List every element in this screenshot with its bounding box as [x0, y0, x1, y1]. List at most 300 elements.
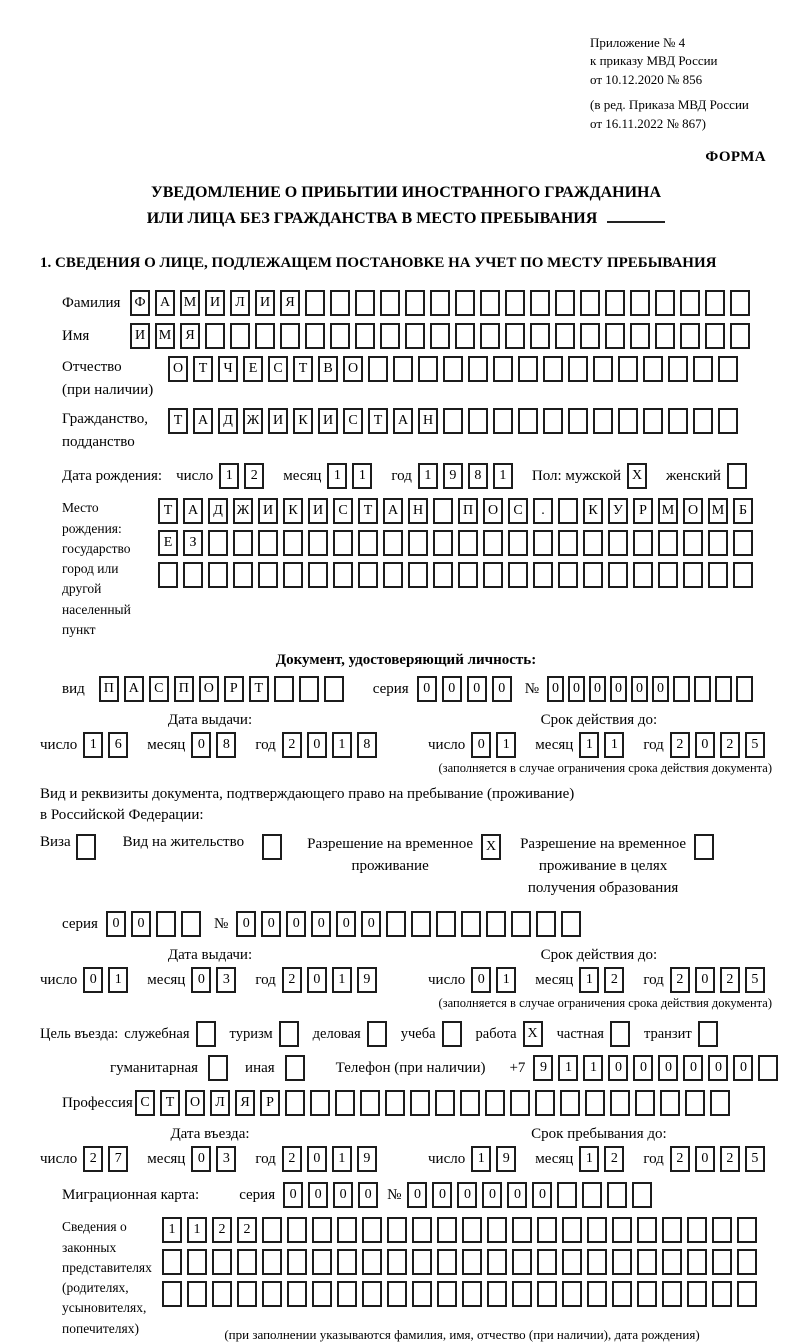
id-number-box[interactable]: 0	[652, 676, 669, 702]
legal-reps-char-box[interactable]	[637, 1281, 657, 1307]
stay-number-box[interactable]	[486, 911, 506, 937]
citizenship-char-box[interactable]	[443, 408, 463, 434]
stay-number-box[interactable]: 0	[261, 911, 281, 937]
surname-char-box[interactable]: Я	[280, 290, 300, 316]
migration-number-box[interactable]: 0	[457, 1182, 477, 1208]
birthplace-char-box[interactable]	[408, 530, 428, 556]
legal-reps-char-box[interactable]	[487, 1249, 507, 1275]
birthplace-char-box[interactable]: З	[183, 530, 203, 556]
citizenship-char-box[interactable]	[643, 408, 663, 434]
legal-reps-char-box[interactable]	[312, 1249, 332, 1275]
firstname-char-box[interactable]	[455, 323, 475, 349]
stay-valid-month-box[interactable]: 2	[604, 967, 624, 993]
birthplace-char-box[interactable]: Н	[408, 498, 428, 524]
legal-reps-char-box[interactable]	[662, 1281, 682, 1307]
id-valid-day-box[interactable]: 1	[496, 732, 516, 758]
purpose-transit-box[interactable]	[698, 1021, 718, 1047]
birthplace-char-box[interactable]	[508, 562, 528, 588]
birthplace-char-box[interactable]	[708, 530, 728, 556]
surname-char-box[interactable]	[505, 290, 525, 316]
entry-year-box[interactable]: 2	[282, 1146, 302, 1172]
stay-number-box[interactable]	[511, 911, 531, 937]
id-issue-day-box[interactable]: 6	[108, 732, 128, 758]
birthplace-char-box[interactable]: Е	[158, 530, 178, 556]
id-number-box[interactable]: 0	[610, 676, 627, 702]
firstname-char-box[interactable]	[605, 323, 625, 349]
legal-reps-char-box[interactable]	[587, 1281, 607, 1307]
legal-reps-char-box[interactable]	[437, 1249, 457, 1275]
legal-reps-char-box[interactable]	[337, 1249, 357, 1275]
surname-char-box[interactable]: А	[155, 290, 175, 316]
citizenship-char-box[interactable]: А	[393, 408, 413, 434]
birthplace-char-box[interactable]: О	[683, 498, 703, 524]
sex-male-box[interactable]: X	[627, 463, 647, 489]
legal-reps-char-box[interactable]	[712, 1281, 732, 1307]
id-kind-char-box[interactable]: А	[124, 676, 144, 702]
stay-series-box[interactable]: 0	[131, 911, 151, 937]
legal-reps-char-box[interactable]	[562, 1281, 582, 1307]
firstname-char-box[interactable]	[680, 323, 700, 349]
stay-number-box[interactable]: 0	[311, 911, 331, 937]
birth-month-box[interactable]: 1	[352, 463, 372, 489]
birthplace-char-box[interactable]	[558, 530, 578, 556]
legal-reps-char-box[interactable]	[262, 1281, 282, 1307]
birthplace-char-box[interactable]	[383, 530, 403, 556]
migration-number-box[interactable]: 0	[532, 1182, 552, 1208]
profession-char-box[interactable]	[410, 1090, 430, 1116]
birthplace-char-box[interactable]: Д	[208, 498, 228, 524]
firstname-char-box[interactable]	[405, 323, 425, 349]
profession-char-box[interactable]	[485, 1090, 505, 1116]
id-valid-year-box[interactable]: 2	[670, 732, 690, 758]
legal-reps-char-box[interactable]	[562, 1217, 582, 1243]
birthplace-char-box[interactable]	[533, 562, 553, 588]
citizenship-char-box[interactable]: И	[268, 408, 288, 434]
surname-char-box[interactable]	[705, 290, 725, 316]
birthplace-char-box[interactable]	[683, 562, 703, 588]
profession-char-box[interactable]	[460, 1090, 480, 1116]
firstname-char-box[interactable]: М	[155, 323, 175, 349]
surname-char-box[interactable]	[405, 290, 425, 316]
birthplace-char-box[interactable]: М	[658, 498, 678, 524]
stay-valid-year-box[interactable]: 2	[670, 967, 690, 993]
stay-number-box[interactable]	[386, 911, 406, 937]
legal-reps-char-box[interactable]: 2	[237, 1217, 257, 1243]
citizenship-char-box[interactable]	[693, 408, 713, 434]
migration-number-box[interactable]: 0	[407, 1182, 427, 1208]
birthplace-char-box[interactable]	[533, 530, 553, 556]
legal-reps-char-box[interactable]	[712, 1249, 732, 1275]
id-number-box[interactable]	[736, 676, 753, 702]
id-number-box[interactable]: 0	[589, 676, 606, 702]
patronymic-char-box[interactable]	[468, 356, 488, 382]
citizenship-char-box[interactable]: А	[193, 408, 213, 434]
patronymic-char-box[interactable]	[543, 356, 563, 382]
firstname-char-box[interactable]	[380, 323, 400, 349]
phone-digit-box[interactable]: 0	[658, 1055, 678, 1081]
stay-number-box[interactable]: 0	[286, 911, 306, 937]
legal-reps-char-box[interactable]	[312, 1217, 332, 1243]
birthplace-char-box[interactable]	[308, 562, 328, 588]
migration-series-box[interactable]: 0	[333, 1182, 353, 1208]
legal-reps-char-box[interactable]	[487, 1217, 507, 1243]
profession-char-box[interactable]	[660, 1090, 680, 1116]
stay-issue-day-box[interactable]: 1	[108, 967, 128, 993]
legal-reps-char-box[interactable]	[412, 1217, 432, 1243]
stay-valid-month-box[interactable]: 1	[579, 967, 599, 993]
legal-reps-char-box[interactable]	[337, 1281, 357, 1307]
patronymic-char-box[interactable]	[493, 356, 513, 382]
firstname-char-box[interactable]	[430, 323, 450, 349]
citizenship-char-box[interactable]: К	[293, 408, 313, 434]
migration-number-box[interactable]	[557, 1182, 577, 1208]
id-valid-month-box[interactable]: 1	[579, 732, 599, 758]
birthplace-char-box[interactable]	[333, 530, 353, 556]
birthplace-char-box[interactable]: Ж	[233, 498, 253, 524]
firstname-char-box[interactable]	[305, 323, 325, 349]
birthplace-char-box[interactable]	[458, 562, 478, 588]
legal-reps-char-box[interactable]	[312, 1281, 332, 1307]
stay-valid-year-box[interactable]: 0	[695, 967, 715, 993]
firstname-char-box[interactable]	[280, 323, 300, 349]
phone-digit-box[interactable]: 0	[608, 1055, 628, 1081]
residence-permit-box[interactable]	[262, 834, 282, 860]
legal-reps-char-box[interactable]	[387, 1217, 407, 1243]
surname-char-box[interactable]	[355, 290, 375, 316]
id-kind-char-box[interactable]: П	[99, 676, 119, 702]
birthplace-char-box[interactable]	[358, 530, 378, 556]
birthplace-char-box[interactable]	[583, 530, 603, 556]
birthplace-char-box[interactable]	[233, 562, 253, 588]
birthplace-char-box[interactable]: К	[583, 498, 603, 524]
stay-series-box[interactable]	[181, 911, 201, 937]
legal-reps-char-box[interactable]	[737, 1217, 757, 1243]
legal-reps-char-box[interactable]	[637, 1249, 657, 1275]
id-kind-char-box[interactable]	[324, 676, 344, 702]
legal-reps-char-box[interactable]	[212, 1249, 232, 1275]
birthplace-char-box[interactable]	[283, 562, 303, 588]
citizenship-char-box[interactable]: Н	[418, 408, 438, 434]
firstname-char-box[interactable]: И	[130, 323, 150, 349]
patronymic-char-box[interactable]	[568, 356, 588, 382]
firstname-char-box[interactable]	[205, 323, 225, 349]
legal-reps-char-box[interactable]	[462, 1217, 482, 1243]
stay-valid-day-box[interactable]: 1	[496, 967, 516, 993]
birthplace-char-box[interactable]	[433, 562, 453, 588]
stay-issue-year-box[interactable]: 0	[307, 967, 327, 993]
birthplace-char-box[interactable]	[658, 530, 678, 556]
birthplace-char-box[interactable]	[208, 530, 228, 556]
citizenship-char-box[interactable]	[593, 408, 613, 434]
surname-char-box[interactable]: Л	[230, 290, 250, 316]
id-issue-year-box[interactable]: 2	[282, 732, 302, 758]
id-kind-char-box[interactable]	[299, 676, 319, 702]
stay-until-month-box[interactable]: 2	[604, 1146, 624, 1172]
birthplace-char-box[interactable]	[183, 562, 203, 588]
birthplace-char-box[interactable]	[408, 562, 428, 588]
profession-char-box[interactable]: Т	[160, 1090, 180, 1116]
birthplace-char-box[interactable]: .	[533, 498, 553, 524]
legal-reps-char-box[interactable]: 1	[187, 1217, 207, 1243]
id-valid-day-box[interactable]: 0	[471, 732, 491, 758]
birthplace-char-box[interactable]	[458, 530, 478, 556]
profession-char-box[interactable]	[285, 1090, 305, 1116]
profession-char-box[interactable]: Л	[210, 1090, 230, 1116]
legal-reps-char-box[interactable]	[262, 1249, 282, 1275]
birthplace-char-box[interactable]	[608, 562, 628, 588]
stay-until-year-box[interactable]: 2	[720, 1146, 740, 1172]
surname-char-box[interactable]	[655, 290, 675, 316]
id-number-box[interactable]	[673, 676, 690, 702]
surname-char-box[interactable]	[330, 290, 350, 316]
legal-reps-char-box[interactable]	[512, 1281, 532, 1307]
legal-reps-char-box[interactable]	[362, 1249, 382, 1275]
citizenship-char-box[interactable]	[668, 408, 688, 434]
entry-year-box[interactable]: 0	[307, 1146, 327, 1172]
surname-char-box[interactable]	[305, 290, 325, 316]
birthplace-char-box[interactable]	[358, 562, 378, 588]
legal-reps-char-box[interactable]	[512, 1249, 532, 1275]
citizenship-char-box[interactable]: Ж	[243, 408, 263, 434]
legal-reps-char-box[interactable]	[562, 1249, 582, 1275]
surname-char-box[interactable]: Ф	[130, 290, 150, 316]
id-valid-year-box[interactable]: 5	[745, 732, 765, 758]
surname-char-box[interactable]	[630, 290, 650, 316]
legal-reps-char-box[interactable]	[162, 1281, 182, 1307]
birthplace-char-box[interactable]: О	[483, 498, 503, 524]
profession-char-box[interactable]: О	[185, 1090, 205, 1116]
surname-char-box[interactable]	[455, 290, 475, 316]
profession-char-box[interactable]: Р	[260, 1090, 280, 1116]
birth-year-box[interactable]: 1	[493, 463, 513, 489]
legal-reps-char-box[interactable]: 1	[162, 1217, 182, 1243]
birthplace-char-box[interactable]	[333, 562, 353, 588]
birth-year-box[interactable]: 8	[468, 463, 488, 489]
birthplace-char-box[interactable]: И	[258, 498, 278, 524]
purpose-study-box[interactable]	[442, 1021, 462, 1047]
patronymic-char-box[interactable]	[668, 356, 688, 382]
citizenship-char-box[interactable]	[518, 408, 538, 434]
birthplace-char-box[interactable]	[708, 562, 728, 588]
stay-series-box[interactable]	[156, 911, 176, 937]
citizenship-char-box[interactable]	[493, 408, 513, 434]
birthplace-char-box[interactable]: А	[383, 498, 403, 524]
firstname-char-box[interactable]	[230, 323, 250, 349]
legal-reps-char-box[interactable]	[187, 1249, 207, 1275]
birthplace-char-box[interactable]: У	[608, 498, 628, 524]
id-issue-month-box[interactable]: 8	[216, 732, 236, 758]
surname-char-box[interactable]	[555, 290, 575, 316]
surname-char-box[interactable]	[680, 290, 700, 316]
legal-reps-char-box[interactable]	[537, 1281, 557, 1307]
stay-until-day-box[interactable]: 9	[496, 1146, 516, 1172]
birthplace-char-box[interactable]	[608, 530, 628, 556]
id-series-box[interactable]: 0	[417, 676, 437, 702]
birthplace-char-box[interactable]	[433, 530, 453, 556]
purpose-business-box[interactable]	[367, 1021, 387, 1047]
birthplace-char-box[interactable]	[633, 530, 653, 556]
purpose-humanitarian-box[interactable]	[208, 1055, 228, 1081]
birthplace-char-box[interactable]	[433, 498, 453, 524]
migration-number-box[interactable]	[582, 1182, 602, 1208]
purpose-official-box[interactable]	[196, 1021, 216, 1047]
firstname-char-box[interactable]	[355, 323, 375, 349]
profession-char-box[interactable]	[385, 1090, 405, 1116]
patronymic-char-box[interactable]	[718, 356, 738, 382]
profession-char-box[interactable]: С	[135, 1090, 155, 1116]
legal-reps-char-box[interactable]	[287, 1217, 307, 1243]
profession-char-box[interactable]	[710, 1090, 730, 1116]
legal-reps-char-box[interactable]: 2	[212, 1217, 232, 1243]
legal-reps-char-box[interactable]	[437, 1281, 457, 1307]
patronymic-char-box[interactable]: В	[318, 356, 338, 382]
surname-char-box[interactable]	[480, 290, 500, 316]
citizenship-char-box[interactable]	[618, 408, 638, 434]
profession-char-box[interactable]	[585, 1090, 605, 1116]
profession-char-box[interactable]	[635, 1090, 655, 1116]
stay-issue-year-box[interactable]: 9	[357, 967, 377, 993]
birthplace-char-box[interactable]: Т	[158, 498, 178, 524]
id-number-box[interactable]: 0	[568, 676, 585, 702]
patronymic-char-box[interactable]	[418, 356, 438, 382]
surname-char-box[interactable]	[430, 290, 450, 316]
birthplace-char-box[interactable]: А	[183, 498, 203, 524]
id-number-box[interactable]	[694, 676, 711, 702]
birthplace-char-box[interactable]: П	[458, 498, 478, 524]
firstname-char-box[interactable]	[555, 323, 575, 349]
legal-reps-char-box[interactable]	[412, 1249, 432, 1275]
phone-digit-box[interactable]	[758, 1055, 778, 1081]
stay-until-day-box[interactable]: 1	[471, 1146, 491, 1172]
birthplace-char-box[interactable]: Б	[733, 498, 753, 524]
id-kind-char-box[interactable]: П	[174, 676, 194, 702]
edu-residence-box[interactable]	[694, 834, 714, 860]
legal-reps-char-box[interactable]	[487, 1281, 507, 1307]
birth-year-box[interactable]: 1	[418, 463, 438, 489]
legal-reps-char-box[interactable]	[687, 1217, 707, 1243]
id-issue-month-box[interactable]: 0	[191, 732, 211, 758]
legal-reps-char-box[interactable]	[587, 1217, 607, 1243]
surname-char-box[interactable]: М	[180, 290, 200, 316]
birth-month-box[interactable]: 1	[327, 463, 347, 489]
legal-reps-char-box[interactable]	[587, 1249, 607, 1275]
patronymic-char-box[interactable]: Т	[293, 356, 313, 382]
stay-number-box[interactable]	[411, 911, 431, 937]
surname-char-box[interactable]	[380, 290, 400, 316]
firstname-char-box[interactable]	[330, 323, 350, 349]
phone-digit-box[interactable]: 1	[558, 1055, 578, 1081]
migration-number-box[interactable]: 0	[507, 1182, 527, 1208]
patronymic-char-box[interactable]	[393, 356, 413, 382]
temp-residence-box[interactable]: X	[481, 834, 501, 860]
profession-char-box[interactable]	[560, 1090, 580, 1116]
legal-reps-char-box[interactable]	[387, 1281, 407, 1307]
migration-number-box[interactable]	[632, 1182, 652, 1208]
firstname-char-box[interactable]: Я	[180, 323, 200, 349]
id-issue-year-box[interactable]: 8	[357, 732, 377, 758]
profession-char-box[interactable]	[310, 1090, 330, 1116]
birth-day-box[interactable]: 1	[219, 463, 239, 489]
legal-reps-char-box[interactable]	[437, 1217, 457, 1243]
legal-reps-char-box[interactable]	[187, 1281, 207, 1307]
stay-number-box[interactable]	[536, 911, 556, 937]
migration-number-box[interactable]: 0	[482, 1182, 502, 1208]
legal-reps-char-box[interactable]	[612, 1281, 632, 1307]
migration-series-box[interactable]: 0	[308, 1182, 328, 1208]
patronymic-char-box[interactable]: Е	[243, 356, 263, 382]
birthplace-char-box[interactable]	[233, 530, 253, 556]
id-valid-month-box[interactable]: 1	[604, 732, 624, 758]
legal-reps-char-box[interactable]	[612, 1217, 632, 1243]
birthplace-char-box[interactable]: С	[508, 498, 528, 524]
legal-reps-char-box[interactable]	[737, 1281, 757, 1307]
legal-reps-char-box[interactable]	[212, 1281, 232, 1307]
citizenship-char-box[interactable]	[468, 408, 488, 434]
legal-reps-char-box[interactable]	[337, 1217, 357, 1243]
stay-until-year-box[interactable]: 0	[695, 1146, 715, 1172]
entry-month-box[interactable]: 3	[216, 1146, 236, 1172]
birthplace-char-box[interactable]: К	[283, 498, 303, 524]
surname-char-box[interactable]: И	[205, 290, 225, 316]
id-issue-year-box[interactable]: 0	[307, 732, 327, 758]
legal-reps-char-box[interactable]	[737, 1249, 757, 1275]
citizenship-char-box[interactable]: Д	[218, 408, 238, 434]
patronymic-char-box[interactable]	[643, 356, 663, 382]
firstname-char-box[interactable]	[255, 323, 275, 349]
firstname-char-box[interactable]	[655, 323, 675, 349]
profession-char-box[interactable]	[510, 1090, 530, 1116]
firstname-char-box[interactable]	[705, 323, 725, 349]
legal-reps-char-box[interactable]	[237, 1249, 257, 1275]
migration-number-box[interactable]: 0	[432, 1182, 452, 1208]
stay-issue-year-box[interactable]: 2	[282, 967, 302, 993]
birthplace-char-box[interactable]: Р	[633, 498, 653, 524]
profession-char-box[interactable]: Я	[235, 1090, 255, 1116]
legal-reps-char-box[interactable]	[462, 1281, 482, 1307]
entry-day-box[interactable]: 7	[108, 1146, 128, 1172]
firstname-char-box[interactable]	[505, 323, 525, 349]
birthplace-char-box[interactable]: С	[333, 498, 353, 524]
birthplace-char-box[interactable]	[683, 530, 703, 556]
birthplace-char-box[interactable]	[508, 530, 528, 556]
birthplace-char-box[interactable]: М	[708, 498, 728, 524]
firstname-char-box[interactable]	[530, 323, 550, 349]
phone-digit-box[interactable]: 1	[583, 1055, 603, 1081]
birthplace-char-box[interactable]	[583, 562, 603, 588]
stay-number-box[interactable]: 0	[361, 911, 381, 937]
birthplace-char-box[interactable]	[633, 562, 653, 588]
birthplace-char-box[interactable]: И	[308, 498, 328, 524]
patronymic-char-box[interactable]	[618, 356, 638, 382]
legal-reps-char-box[interactable]	[262, 1217, 282, 1243]
legal-reps-char-box[interactable]	[237, 1281, 257, 1307]
firstname-char-box[interactable]	[730, 323, 750, 349]
citizenship-char-box[interactable]: Т	[368, 408, 388, 434]
birthplace-char-box[interactable]	[208, 562, 228, 588]
birthplace-char-box[interactable]	[283, 530, 303, 556]
legal-reps-char-box[interactable]	[287, 1281, 307, 1307]
id-issue-year-box[interactable]: 1	[332, 732, 352, 758]
surname-char-box[interactable]	[580, 290, 600, 316]
legal-reps-char-box[interactable]	[612, 1249, 632, 1275]
birth-year-box[interactable]: 9	[443, 463, 463, 489]
id-kind-char-box[interactable]: Т	[249, 676, 269, 702]
profession-char-box[interactable]	[535, 1090, 555, 1116]
birthplace-char-box[interactable]	[658, 562, 678, 588]
legal-reps-char-box[interactable]	[287, 1249, 307, 1275]
patronymic-char-box[interactable]	[693, 356, 713, 382]
birthplace-char-box[interactable]	[258, 530, 278, 556]
